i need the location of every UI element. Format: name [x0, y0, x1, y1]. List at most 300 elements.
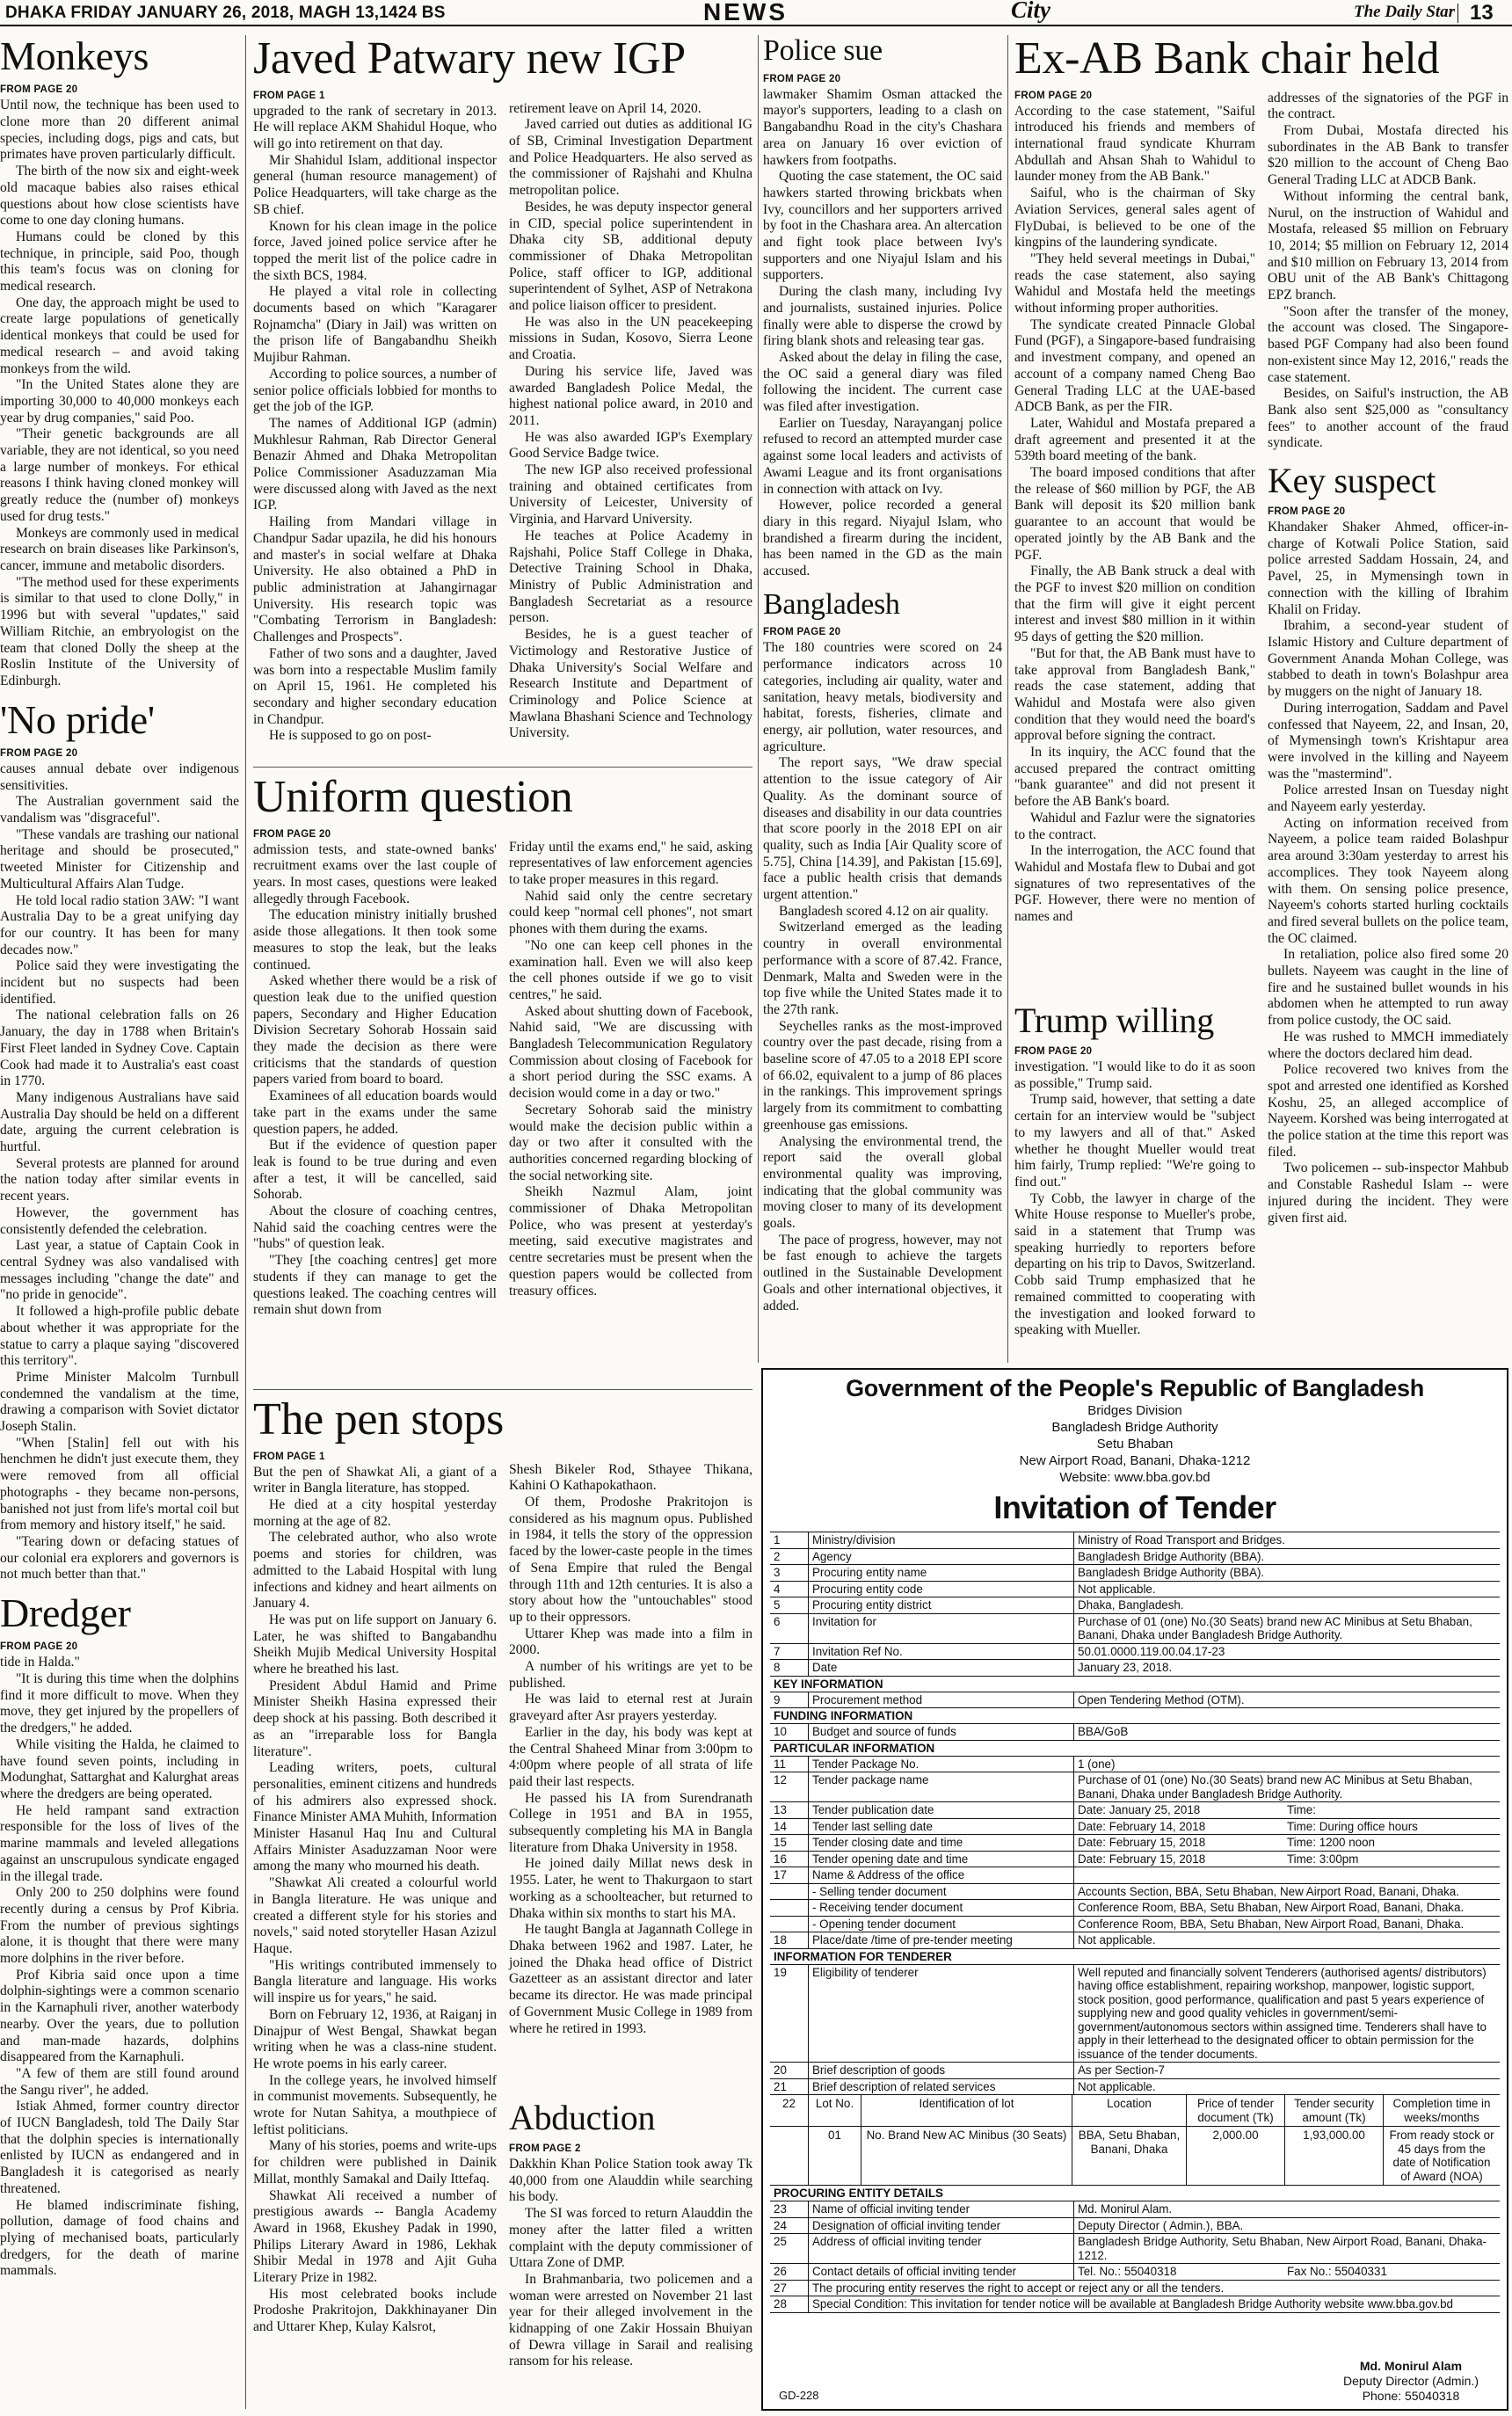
jump-line: FROM PAGE 20	[763, 73, 841, 84]
paragraph: The names of Additional IGP (admin) Mukhlesur Rahman, Rab Director General Benazir Ahmed and Dhaka Metropolitan Police Commissioner Asaduzzaman Mia were discussed along with Javed as the next IGP.	[253, 415, 497, 513]
article-key-suspect	[1268, 462, 1508, 1226]
paragraph: Leading writers, poets, cultural personalities, eminent citizens and hundreds of his admirers also expressed shock. Finance Minister AMA Muhith, Information Minister Hasanul Haq Inu and Cultural Affairs Minister Asaduzzaman Noor were among the many who mourned his death.	[253, 1760, 497, 1874]
tender-row-label: Tender publication date	[809, 1802, 1074, 1818]
article-body	[1268, 520, 1508, 1226]
paragraph: The education ministry initially brushed aside those allegations. It then took some measures to stop the leak, but the leaks continued.	[253, 907, 497, 972]
paragraph: Khandaker Shaker Ahmed, officer-in-charge of Kotwali Police Station, said police arrested Saddam Hossain, 24, and Pavel, 25, in Mymensingh town in connection with the killing of Ibrahim Khalil on Friday.	[1268, 520, 1508, 617]
tender-row	[770, 1835, 1500, 1852]
tender-row-value: Purchase of 01 (one) No.(30 Seats) brand new AC Minibus at Setu Bhaban, Banani, Dhaka under Bangladesh Bridge Authority.	[1078, 1773, 1472, 1801]
dateline: DHAKA FRIDAY JANUARY 26, 2018, MAGH 13,1424 BS	[5, 4, 446, 22]
tender-row	[770, 1614, 1500, 1644]
lot-cell: 1,93,000.00	[1285, 2127, 1384, 2185]
paragraph: Besides, he was deputy inspector general in CID, special police superintendent in Dhaka city SB, additional deputy commissioner of Dhaka Metropolitan Police, staff officer to IGP, additional superintendent of Sylhet, ASP of Netrakona and police liaison officer to president.	[509, 199, 752, 314]
column-divider	[245, 35, 246, 2409]
paragraph: Mir Shahidul Islam, additional inspector general (human resource management) of Police Headquarters, will take charge as the SB chief.	[253, 152, 497, 217]
paragraph: A number of his writings are yet to be published.	[509, 1659, 752, 1691]
paragraph: His most celebrated books include Prodoshe Prakritojon, Dakkhinayaner Din and Uttarer Khep, Kulay Kalsrot,	[253, 2286, 497, 2335]
paragraph: "When [Stalin] fell out with his henchmen he didn't just execute them, they were removed from all official photographs - they became non-persons, banished not just from life's mortal coil but from memory and history itself," he said.	[0, 1435, 239, 1533]
tender-row-number: 11	[770, 1757, 809, 1772]
tender-row-label: Agency	[809, 1549, 1074, 1565]
article-body-col1	[253, 104, 497, 745]
paragraph: "Their genetic backgrounds are all variable, they are not identical, so you need a large number of monkeys. For ethical reasons I think having cloned monkey will greatly reduce the (number of) monkeys used for drug tests."	[0, 426, 239, 524]
paragraph: "A few of them are still found around the Sangu river", he added.	[0, 2065, 239, 2098]
headline: Abduction	[509, 2098, 656, 2137]
paragraph: In retaliation, police also fired some 20 bullets. Nayeem was caught in the line of fire and he sustained bullet wounds in his abdomen when he attempted to run away from police custody, the OC said.	[1268, 947, 1508, 1029]
paragraph: Many indigenous Australians have said Australia Day should be held on a different date, arguing the current celebration is hurtful.	[0, 1089, 239, 1155]
tender-row-number: 28	[770, 2296, 809, 2312]
tender-row-number: 19	[770, 1965, 809, 2063]
tender-row-date: Date: February 15, 2018	[1078, 1852, 1206, 1866]
paragraph: The 180 countries were scored on 24 performance indicators across 10 categories, including air quality, water and sanitation, heavy metals, biodiversity and habitat, forests, fisheries, climate and energy, air pollution, water resources, and agriculture.	[763, 640, 1002, 754]
headline: Police sue	[763, 34, 883, 67]
paragraph: Secretary Sohorab said the ministry would make the decision public within a day or two after it consulted with the authorities concerned regarding blocking of the social networking site.	[509, 1102, 752, 1183]
headline: Monkeys	[0, 33, 149, 78]
article-uniform-question	[253, 774, 752, 1394]
tender-row	[770, 1772, 1500, 1802]
tender-row	[770, 1644, 1500, 1661]
tender-section-heading: INFORMATION FOR TENDERER	[770, 1949, 1500, 1965]
paragraph: Finally, the AB Bank struck a deal with the PGF to invest $20 million on condition that the firm will give it eight percent interest and invest $80 million in it within 95 days of getting the $20 million.	[1014, 564, 1255, 645]
headline: Dredger	[0, 1590, 131, 1636]
tender-row	[770, 1932, 1500, 1949]
tender-address-line: Bangladesh Bridge Authority	[1051, 1420, 1218, 1435]
tender-row-label: Brief description of related services	[809, 2079, 1074, 2095]
tender-row-date: Date: February 15, 2018	[1078, 1836, 1206, 1849]
tender-section-heading: KEY INFORMATION	[770, 1677, 1500, 1692]
tender-row-label: Budget and source of funds	[809, 1724, 1074, 1740]
paragraph: addresses of the signatories of the PGF in the contract.	[1268, 90, 1508, 122]
tender-row-value: Bangladesh Bridge Authority (BBA).	[1078, 1566, 1265, 1579]
jump-line: FROM PAGE 1	[253, 1451, 325, 1462]
paragraph: Quoting the case statement, the OC said hawkers started throwing brickbats when Ivy, councillors and her supporters arrived by foot in the Chashara area. An altercation and fight took place between Ivy's supporters and one Niyajul Islam and his supporters.	[763, 169, 1002, 283]
tender-row-number: 8	[770, 1660, 809, 1676]
article-divider	[253, 767, 752, 768]
lot-cell: No. Brand New AC Minibus (30 Seats)	[861, 2127, 1072, 2185]
headline: The pen stops	[253, 1394, 504, 1445]
tender-row	[770, 1802, 1500, 1819]
paragraph: He teaches at Police Academy in Rajshahi, Police Staff College in Dhaka, Detective Training School in Dhaka, Ministry of Public Administration and Bangladesh Secretariat as a resource person.	[509, 528, 752, 626]
paragraph: Besides, on Saiful's instruction, the AB Bank also sent $25,000 as "consultancy fees" to another account of the fraud syndicate.	[1268, 386, 1508, 451]
paragraph: Analysing the environmental trend, the report said the overall global environmental quality was improving, indicating that the global community was moving closer to many of its development goals.	[763, 1133, 1002, 1232]
tender-row-time: Fax No.: 55040331	[1287, 2265, 1387, 2278]
subsection-name: City	[1011, 0, 1050, 23]
tender-address-lines	[763, 1402, 1507, 1486]
tender-row	[770, 1692, 1500, 1709]
paragraph: "The method used for these experiments is similar to that used to clone Dolly," in 1996 but with several "updates," said William Ritchie, an embryologist on the team that cloned Dolly the sheep at the Roslin Institute of the University of Edinburgh.	[0, 574, 239, 688]
tender-row-value: Accounts Section, BBA, Setu Bhaban, New Airport Road, Banani, Dhaka.	[1078, 1884, 1459, 1898]
tender-row-number: 27	[770, 2281, 809, 2296]
tender-row	[770, 1884, 1500, 1901]
paragraph: Humans could be cloned by this technique, in principle, said Poo, though this team's focus was on cloning for medical research.	[0, 229, 239, 295]
paragraph: Sheikh Nazmul Alam, joint commissioner of Dhaka Metropolitan Police, who was present at yesterday's meeting, said executive magistrates and centre secretaries must be present when the question papers would be collected from treasury offices.	[509, 1184, 752, 1299]
jump-line: FROM PAGE 20	[1014, 90, 1093, 101]
paragraph: The SI was forced to return Alauddin the money after the latter filed a written complaint with the deputy commissioner of Uttara Zone of DMP.	[509, 2206, 752, 2271]
tender-row-value: Well reputed and financially solvent Tenderers (authorised agents/ distributors) having office establishment, repairing workshop, manpower, logistic support, stock position, good performance, qualification and past 5 years experience of supplying new and good quality vehicles in government/semi-government/autonomous sectors within assigned time. Tenderers shall have to apply in their letterhead to the designated officer to obtain permission for the issuance of the tender documents.	[1078, 1965, 1487, 2061]
paragraph: Born on February 12, 1936, at Raiganj in Dinajpur of West Bengal, Shawkat began writing when he was a class-nine student. He wrote poems in his early career.	[253, 2006, 497, 2071]
signatory-designation: Deputy Director (Admin.)	[1342, 2374, 1479, 2388]
tender-row-label: Ministry/division	[809, 1532, 1074, 1548]
paragraph: During interrogation, Saddam and Pavel confessed that Nayeem, 22, and Insan, 20, of Mymensingh town's Krishtapur area were involved in the killing and Nayeem was the "mastermind".	[1268, 700, 1508, 782]
tender-row-number: 10	[770, 1724, 809, 1740]
paragraph: Police recovered two knives from the spot and arrested one identified as Korshed Koshu, 25, an alleged accomplice of Nayeem. Korshed was being interrogated at the police station at the time this report was filed.	[1268, 1062, 1508, 1160]
lot-header-cell: Completion time in weeks/months	[1392, 2097, 1491, 2124]
lot-header-cell: Location	[1072, 2095, 1187, 2126]
paragraph: Hailing from Mandari village in Chandpur Sadar upazila, he did his honours and master's in social welfare at Dhaka University. He also obtained a PhD in public administration at Jahangirnagar University. His research topic was "Combating Terrorism in Bangladesh: Challenges and Prospects".	[253, 514, 497, 645]
tender-row	[770, 2264, 1500, 2281]
column-divider	[758, 35, 759, 1363]
paragraph: According to the case statement, "Saiful introduced his friends and members of international fraud syndicate Khurram Abdullah and Ahsan Shah to Wahidul to launder money from the AB Bank."	[1014, 103, 1255, 185]
headline: Trump willing	[1014, 1001, 1214, 1040]
tender-row	[770, 2234, 1500, 2264]
page-number: 13	[1470, 1, 1494, 25]
article-bangladesh	[763, 589, 1002, 1315]
paragraph: Several protests are planned for around the nation today after similar events in recent years.	[0, 1155, 239, 1204]
tender-row-value	[1074, 1835, 1500, 1851]
paragraph: "Tearing down or defacing statues of our colonial era explorers and governors is not much better than that."	[0, 1533, 239, 1583]
paragraph: He taught Bangla at Jagannath College in Dhaka between 1962 and 1987. Later, he joined the Dhaka head office of District Gazetteer as an assistant director and later became its director. He was made principal of Government Music College in 1989 from where he retired in 1993.	[509, 1922, 752, 2036]
paragraph: Two policemen -- sub-inspector Mahbub and Constable Rashedul Islam -- were injured during the incident. They were given first aid.	[1268, 1161, 1508, 1226]
tender-address-line: Setu Bhaban	[1096, 1437, 1174, 1452]
tender-rows-general	[770, 1532, 1500, 1677]
article-body-col1	[253, 1465, 497, 2336]
tender-row-note: Special Condition: This invitation for tender notice will be available at Bangladesh Bridge Authority website www.bba.gov.bd	[812, 2297, 1453, 2310]
tender-row-value: Bangladesh Bridge Authority, Setu Bhaban, New Airport Road, Banani, Dhaka-1212.	[1078, 2235, 1487, 2262]
tender-row-value	[1074, 1819, 1500, 1835]
paragraph: About the closure of coaching centres, Nahid said the coaching centres were the "hubs" of question leak.	[253, 1204, 497, 1252]
paragraph: tide in Halda."	[0, 1655, 80, 1670]
paragraph: Ibrahim, a second-year student of Islamic History and Culture department of Government Ananda Mohan College, was stabbed to death in town's Bolashpur area by muggers on the night of January 18.	[1268, 618, 1508, 700]
tender-row-time: Time:	[1287, 1803, 1316, 1816]
tender-row-date: Tel. No.: 55040318	[1078, 2265, 1177, 2278]
tender-rows-dates	[770, 1802, 1500, 1867]
tender-row-number: 20	[770, 2063, 809, 2078]
headline: Bangladesh	[763, 587, 900, 621]
tender-row-label: - Selling tender document	[809, 1884, 1074, 1900]
tender-row-contact	[770, 2264, 1500, 2281]
paragraph: admission tests, and state-owned banks' recruitment exams over the last couple of years. In most cases, questions were leaked allegedly through Facebook.	[253, 841, 497, 906]
paragraph: However, the government has consistently defended the celebration.	[0, 1204, 239, 1237]
masthead	[0, 0, 1512, 26]
tender-row-value: Not applicable.	[1078, 2079, 1156, 2093]
tender-row-value: Conference Room, BBA, Setu Bhaban, New Airport Road, Banani, Dhaka.	[1078, 1917, 1465, 1931]
paper-logo: The Daily Star	[1354, 3, 1456, 21]
paragraph: causes annual debate over indigenous sensitivities.	[0, 760, 239, 793]
article-body	[0, 1655, 239, 2280]
paragraph: Many of his stories, poems and write-ups for children were published in Dainik Millat, monthly Samakal and Daily Ittefaq.	[253, 2138, 497, 2187]
paragraph: Bangladesh scored 4.12 on air quality.	[779, 903, 989, 919]
tender-rows-tenderer	[770, 1965, 1500, 2096]
lot-cell: From ready stock or 45 days from the date of Notification of Award (NOA)	[1389, 2129, 1494, 2183]
lot-header-cell: Tender security amount (Tk)	[1285, 2095, 1384, 2126]
tender-row-number: 14	[770, 1819, 809, 1835]
tender-row-number	[770, 1900, 809, 1916]
paragraph: President Abdul Hamid and Prime Minister Sheikh Hasina expressed their deep shock at his passing. Both described it as an "irreparable loss for Bangla literature".	[253, 1677, 497, 1759]
article-body	[1014, 1059, 1255, 1339]
paragraph: The birth of the now six and eight-week old macaque babies also raises ethical questions about how close scientists have come to one day cloning humans.	[0, 164, 239, 229]
paragraph: The pace of progress, however, may not be fast enough to achieve the targets outlined in the Sustainable Development Goals and other international objectives, it added.	[763, 1232, 1002, 1314]
paragraph: He held rampant sand extraction responsible for the loss of lives of the marine mammals and leveled allegations against an unscrupulous syndicate engaged in the illegal trade.	[0, 1802, 239, 1884]
paragraph: Examinees of all education boards would take part in the exams under the same question papers, he added.	[253, 1088, 497, 1137]
tender-row	[770, 1597, 1500, 1614]
paragraph: In the college years, he involved himself in communist movements. Subsequently, he wrote for Nutan Sahitya, a mouthpiece of leftist politicians.	[253, 2072, 497, 2137]
tender-row-number: 23	[770, 2201, 809, 2217]
lot-header	[770, 2095, 1500, 2127]
ad-code: GD-228	[779, 2389, 819, 2402]
tender-row-label: Procuring entity name	[809, 1565, 1074, 1581]
paragraph: Until now, the technique has been used to clone more than 20 different animal species, including dogs, pigs and cats, but primates have proven particularly difficult.	[0, 98, 239, 163]
paragraph: Asked about the delay in filing the case, the OC said a general diary was filed following the incident. The current case was filed after investigation.	[763, 349, 1002, 415]
tender-row-value: Md. Monirul Alam.	[1078, 2202, 1173, 2216]
paragraph: The national celebration falls on 26 January, the day in 1788 when Britain's First Fleet landed in Sydney Cove. Captain Cook had made it to Australia's east coast in 1770.	[0, 1008, 239, 1089]
article-trump-willing	[1014, 1002, 1255, 1363]
tender-row-number: 15	[770, 1835, 809, 1851]
tender-row-number: 1	[770, 1532, 809, 1548]
paragraph: Nahid said only the centre secretary could keep "normal cell phones", not smart phones with them during the exams.	[509, 888, 752, 937]
tender-row-value	[1074, 1852, 1500, 1867]
paragraph: In Brahmanbaria, two policemen and a woman were arrested on November 21 last year for their alleged involvement in the kidnapping of one Zakir Hossain Bhuiyan of Dewra village in Sarail and realising ransom for his release.	[509, 2271, 752, 2369]
tender-row-label: Tender Package No.	[809, 1757, 1074, 1772]
tender-row	[770, 1565, 1500, 1582]
paragraph: Known for his clean image in the police force, Javed joined police service after he topped the merit list of the police cadre in the sixth BCS, 1984.	[253, 218, 497, 283]
paragraph: Father of two sons and a daughter, Javed was born into a respectable Muslim family on April 15, 1961. He completed his secondary and higher secondary education in Chandpur.	[253, 645, 497, 727]
tender-row-label: Tender closing date and time	[809, 1835, 1074, 1851]
paragraph: The new IGP also received professional training and obtained certificates from University of Leicester, University of Virginia, and Harvard University.	[509, 462, 752, 528]
paragraph: Shawkat Ali received a number of prestigious awards -- Bangla Academy Award in 1968, Ekushey Padak in 1990, Philips Literary Award in 1986, Lekhak Shibir Medal in 1978 and Ajit Guha Literary Prize in 1982.	[253, 2187, 497, 2286]
tender-row	[770, 2296, 1500, 2313]
paragraph: But the pen of Shawkat Ali, a giant of a writer in Bangla literature, has stopped.	[253, 1464, 497, 1496]
tender-row-value: 1 (one)	[1078, 1757, 1116, 1771]
tender-row-label: Tender opening date and time	[809, 1852, 1074, 1867]
tender-row-number	[770, 1917, 809, 1932]
signatory-name: Md. Monirul Alam	[1359, 2359, 1463, 2373]
lot-header-cell: Price of tender document (Tk)	[1187, 2095, 1285, 2126]
tender-address-line: Bridges Division	[1087, 1403, 1182, 1418]
paragraph: He played a vital role in collecting documents based on which "Karagarer Rojnamcha" (Diary in Jail) was written on the prison life of Bangabandhu Sheikh Mujibur Rahman.	[253, 284, 497, 366]
tender-section-heading: FUNDING INFORMATION	[770, 1708, 1500, 1724]
paragraph: Asked whether there would be a risk of question leak due to the unified question papers, Secondary and Higher Education Division Secretary Sohorab Hossain said they made the decision as there were criticisms that the standards of question papers varied from board to board.	[253, 973, 497, 1088]
tender-address-line: Website: www.bba.gov.bd	[1059, 1470, 1210, 1485]
paragraph: From Dubai, Mostafa directed his subordinates in the AB Bank to transfer $20 million to the account of Cheng Bao General Trading LLC at ADCB Bank.	[1268, 123, 1508, 188]
tender-row-label: Procuring entity district	[809, 1597, 1074, 1613]
tender-row-time: Time: 1200 noon	[1287, 1836, 1375, 1849]
paragraph: Last year, a statue of Captain Cook in central Sydney was also vandalised with messages including "change the date" and "no pride in genocide".	[0, 1238, 239, 1303]
article-body-col2	[509, 829, 752, 1319]
paragraph: "Soon after the transfer of the money, the account was closed. The Singapore-based PGF Company had also been found non-existent since May 12, 2016," reads the case statement.	[1268, 303, 1508, 385]
tender-row-value	[1074, 1802, 1500, 1818]
jump-line: FROM PAGE 20	[0, 84, 78, 96]
tender-row-label: Contact details of official inviting tender	[809, 2264, 1074, 2280]
column-3	[763, 35, 1002, 1363]
paragraph: Without informing the central bank, Nurul, on the instruction of Wahidul and Mostafa, released $5 million on February 10, 2014; $5 million on February 12, 2014 and $10 million on February 13, 2014 from OBU unit of the AB Bank's Chittagong EPZ branch.	[1268, 188, 1508, 303]
paragraph: Later, Wahidul and Mostafa prepared a draft agreement and presented it at the 539th board meeting of the bank.	[1014, 415, 1255, 464]
paragraph: Friday until the exams end," he said, asking representatives of law enforcement agencies to take proper measures in this regard.	[509, 839, 752, 887]
tender-row-date: Date: February 14, 2018	[1078, 1819, 1206, 1833]
tender-row-number: 26	[770, 2264, 809, 2280]
paragraph: Trump said, however, that setting a date certain for an interview would be "subject to my lawyers and all of that." Asked whether he thought Mueller would treat him fairly, Trump replied: "We're going to find out."	[1014, 1092, 1255, 1190]
column-divider	[1007, 35, 1008, 1363]
paragraph: "In the United States alone they are importing 30,000 to 40,000 monkeys each year by drug companies," said Poo.	[0, 377, 239, 426]
tender-row	[770, 1757, 1500, 1773]
paragraph: One day, the approach might be used to create large populations of genetically identical monkeys that could be used for medical research – and avoid taking monkeys from the wild.	[0, 295, 239, 376]
paragraph: He joined daily Millat news desk in 1955. Later, he went to Thakurgaon to start working as a schoolteacher, but returned to Dhaka within six months to start his MA.	[509, 1856, 752, 1921]
tender-row-number: 3	[770, 1565, 809, 1581]
tender-row	[770, 1965, 1500, 2063]
tender-row-label: - Receiving tender document	[809, 1900, 1074, 1916]
tender-row-value: As per Section-7	[1078, 2063, 1165, 2077]
tender-rows-funding	[770, 1724, 1500, 1741]
tender-row-number: 24	[770, 2218, 809, 2234]
tender-row-value	[1074, 2264, 1500, 2280]
tender-row	[770, 2281, 1500, 2297]
paragraph: Saiful, who is the chairman of Sky Aviation Services, general sales agent of FlyDubai, is believed to be one of the kingpins of the laundering syndicate.	[1014, 186, 1255, 251]
paragraph: Acting on information received from Nayeem, a police team raided Bolashpur area around 3:30am yesterday to arrest his accomplices. They took Nayeem along with them. On sensing police presence, Nayeem's cohorts started hurling cocktails and fired several bullets on the police team, the OC claimed.	[1268, 815, 1508, 946]
paragraph: He was laid to eternal rest at Jurain graveyard after Asr prayers yesterday.	[509, 1692, 752, 1724]
tender-lot-table	[770, 2095, 1500, 2186]
jump-line: FROM PAGE 20	[763, 627, 841, 638]
paragraph: "They [the coaching centres] get more students if they can manage to get the questions leaked. The coaching centres will remain shut down from	[253, 1253, 497, 1318]
jump-line: FROM PAGE 20	[1268, 506, 1346, 518]
tender-row	[770, 1867, 1500, 1884]
tender-row	[770, 2218, 1500, 2235]
column-1	[0, 35, 239, 2414]
paragraph: In the interrogation, the ACC found that Wahidul and Mostafa flew to Dubai and got signatures of two representatives of the PGF. However, there were no mention of names and	[1014, 843, 1255, 925]
tender-row-number: 12	[770, 1772, 809, 1801]
tender-row-value: 50.01.0000.119.00.04.17-23	[1078, 1644, 1225, 1658]
tender-row-number	[770, 1884, 809, 1900]
lot-row	[770, 2127, 1500, 2186]
tender-row-number: 4	[770, 1582, 809, 1597]
tender-row-value	[1074, 1867, 1500, 1883]
headline: Uniform question	[253, 772, 573, 822]
lot-header-cell: Identification of lot	[861, 2095, 1072, 2126]
paragraph: Switzerland emerged as the leading country in overall environmental performance with a score of 87.42. France, Denmark, Malta and Sweden were in the top five while the United States made it to the 27th rank.	[763, 920, 1002, 1017]
tender-title: Invitation of Tender	[993, 1489, 1276, 1525]
paragraph: retirement leave on April 14, 2020.	[509, 100, 701, 116]
paragraph: Ty Cobb, the lawyer in charge of the White House response to Mueller's probe, said in a statement that Trump was speaking hurriedly to reporters before departing on his trip to Davos, Switzerland. Cobb said Trump emphasized that he remained committed to cooperating with the investigation and looked forward to speaking with Mueller.	[1014, 1190, 1255, 1338]
tender-row-label: Procurement method	[809, 1692, 1074, 1708]
tender-row-label: Brief description of goods	[809, 2063, 1074, 2078]
paragraph: Wahidul and Fazlur were the signatories to the contract.	[1014, 810, 1255, 842]
article-monkeys	[0, 35, 239, 690]
article-dredger	[0, 1592, 239, 2280]
tender-row-number: 18	[770, 1932, 809, 1948]
tender-row-label: Tender package name	[809, 1772, 1074, 1801]
headline: Ex-AB Bank chair held	[1014, 33, 1440, 84]
tender-row-label: Name & Address of the office	[809, 1867, 1074, 1883]
paragraph: "But for that, the AB Bank must have to take approval from Bangladesh Bank," reads the case statement, adding that Wahidul and Mostafa were also given condition that they would need the board's approval before signing the contract.	[1014, 645, 1255, 744]
tender-row	[770, 1549, 1500, 1566]
jump-line: FROM PAGE 1	[253, 90, 325, 101]
tender-row-number: 2	[770, 1549, 809, 1565]
paragraph: He was rushed to MMCH immediately where the doctors declared him dead.	[1268, 1029, 1508, 1061]
paragraph: "It is during this time when the dolphins find it more difficult to move. When they move, they get injured by the propellers of the dredgers," he added.	[0, 1671, 239, 1736]
masthead-divider	[1457, 4, 1458, 23]
tender-row-label: Name of official inviting tender	[809, 2201, 1074, 2217]
paragraph: investigation. "I would like to do it as soon as possible," Trump said.	[1014, 1059, 1255, 1091]
tender-row-label: Procuring entity code	[809, 1582, 1074, 1597]
headline: Key suspect	[1268, 461, 1436, 501]
tender-row	[770, 1582, 1500, 1598]
headline: 'No pride'	[0, 696, 155, 742]
paragraph: The board imposed conditions that after the release of $60 million by PGF, the AB Bank will deposit its $20 million bank guarantee to an account that would be operated jointly by the AB Bank and the PGF.	[1014, 465, 1255, 563]
article-body-col2	[509, 91, 752, 745]
paragraph: In its inquiry, the ACC found that the accused prepared the contract omitting "bank guarantee" and did not present it before the AB Bank's board.	[1014, 745, 1255, 810]
tender-row-number: 9	[770, 1692, 809, 1708]
article-body	[0, 98, 239, 689]
tender-row-time: Time: 3:00pm	[1287, 1852, 1359, 1866]
paragraph: Dakkhin Khan Police Station took away Tk 40,000 from one Alauddin while searching his body.	[509, 2157, 752, 2205]
paragraph: Javed carried out duties as additional IG of SB, Criminal Investigation Department and Police Headquarters. He also served as the commissioner of Rajshahi and Khulna metropolitan police.	[509, 117, 752, 199]
tender-row-number: 21	[770, 2079, 809, 2095]
tender-row-note: The procuring entity reserves the right to accept or reject any or all the tenders.	[812, 2281, 1225, 2295]
paragraph: Asked about shutting down of Facebook, Nahid said, "We are discussing with Bangladesh Telecommunication Regulatory Commission about closing of Facebook for a short period during the SSC exams. A decision would come in a day or two."	[509, 1003, 752, 1102]
tender-row-note-28	[770, 2296, 1500, 2313]
article-no-pride	[0, 696, 239, 1583]
tender-rows-procuring	[770, 2201, 1500, 2264]
paragraph: The report says, "We draw special attention to the issue category of Air Quality. As the dominant source of diseases and disability in our data countries that score poorly in the 2018 EPI on air quality, such as India [Air Quality score of 5.75], China [14.39], and Pakistan [15.69], face a public health crisis that demands urgent attention."	[763, 755, 1002, 903]
tender-row-value: Open Tendering Method (OTM).	[1078, 1692, 1245, 1706]
paragraph: Police said they were investigating the incident but no suspects had been identified.	[0, 958, 239, 1007]
paragraph: upgraded to the rank of secretary in 2013. He will replace AKM Shahidul Hoque, who will go into retirement on that day.	[253, 103, 497, 151]
paragraph: Istiak Ahmed, former country director of IUCN Bangladesh, told The Daily Star that the dolphin species is internationally enlisted by IUCN as endangered and in Bangladesh it is categorised as nearly threatened.	[0, 2099, 239, 2196]
paragraph: He told local radio station 3AW: "I want Australia Day to be a great unifying day for our country. It has been for many decades now."	[0, 892, 239, 957]
tender-advertisement	[761, 1368, 1508, 2411]
tender-row	[770, 1724, 1500, 1741]
paragraph: Only 200 to 250 dolphins were found recently during a census by Prof Kibria. From the number of previous sightings alone, it is thought that there were many more dolphins in the river before.	[0, 1885, 239, 1967]
tender-row-value: BBA/GoB	[1078, 1725, 1129, 1738]
tender-signature	[1343, 2359, 1479, 2404]
paragraph: "No one can keep cell phones in the examination hall. Even we will also keep the cell phones outside if we go to visit centres," he said.	[509, 937, 752, 1002]
tender-row-number: 25	[770, 2234, 809, 2263]
paragraph: He died at a city hospital yesterday morning at the age of 82.	[253, 1497, 497, 1529]
paragraph: Shesh Bikeler Rod, Sthayee Thikana, Kahini O Kathapokathaon.	[509, 1461, 752, 1494]
tender-row-time: Time: During office hours	[1287, 1819, 1418, 1833]
tender-table	[770, 1532, 1500, 2313]
paragraph: Monkeys are commonly used in medical research on brain diseases like Parkinson's, cancer, immune and metabolic disorders.	[0, 525, 239, 573]
tender-row-number: 16	[770, 1852, 809, 1867]
tender-row	[770, 1900, 1500, 1917]
signatory-phone: Phone: 55040318	[1362, 2389, 1460, 2403]
article-police-sue	[763, 35, 1002, 580]
tender-row-value: Purchase of 01 (one) No.(30 Seats) brand new AC Minibus at Setu Bhaban, Banani, Dhaka under Bangladesh Bridge Authority.	[1078, 1614, 1472, 1641]
article-javed-patwary	[253, 35, 752, 765]
tender-row-value: Conference Room, BBA, Setu Bhaban, New Airport Road, Banani, Dhaka.	[1078, 1901, 1465, 1914]
tender-row-date: Date: January 25, 2018	[1078, 1803, 1201, 1816]
paragraph: During the clash many, including Ivy and journalists, sustained injuries. Police finally were able to disperse the crowd by firing blank shots and releasing tear gas.	[763, 284, 1002, 349]
article-body-col2	[1268, 91, 1508, 452]
tender-row	[770, 2079, 1500, 2096]
article-body-col1	[1014, 104, 1255, 926]
article-divider	[253, 1389, 752, 1390]
headline: Javed Patwary new IGP	[253, 33, 686, 84]
paragraph: According to police sources, a number of senior police officials lobbied for months to get the job of the IGP.	[253, 366, 497, 415]
paragraph: Uttarer Khep was made into a film in 2000.	[509, 1626, 752, 1658]
tender-government-title: Government of the People's Republic of Bangladesh	[846, 1375, 1424, 1401]
paragraph: He was also awarded IGP's Exemplary Good Service Badge twice.	[509, 429, 752, 462]
paragraph: The Australian government said the vandalism was "disgraceful".	[0, 794, 239, 826]
lot-cell: BBA, Setu Bhaban, Banani, Dhaka	[1072, 2127, 1187, 2185]
article-body	[763, 87, 1002, 580]
tender-row-number: 13	[770, 1802, 809, 1818]
tender-row-value: Deputy Director ( Admin.), BBA.	[1078, 2218, 1244, 2232]
paragraph: Earlier in the day, his body was kept at the Central Shaheed Minar from 3:00pm to 4:00pm where people of all strata of life paid their last respects.	[509, 1724, 752, 1789]
article-body-col1	[253, 842, 497, 1319]
tender-row-value: Dhaka, Bangladesh.	[1078, 1598, 1184, 1612]
tender-row-note-27	[770, 2281, 1500, 2297]
tender-rows-particular	[770, 1757, 1500, 1803]
jump-line: FROM PAGE 20	[253, 828, 331, 840]
tender-row	[770, 1819, 1500, 1836]
